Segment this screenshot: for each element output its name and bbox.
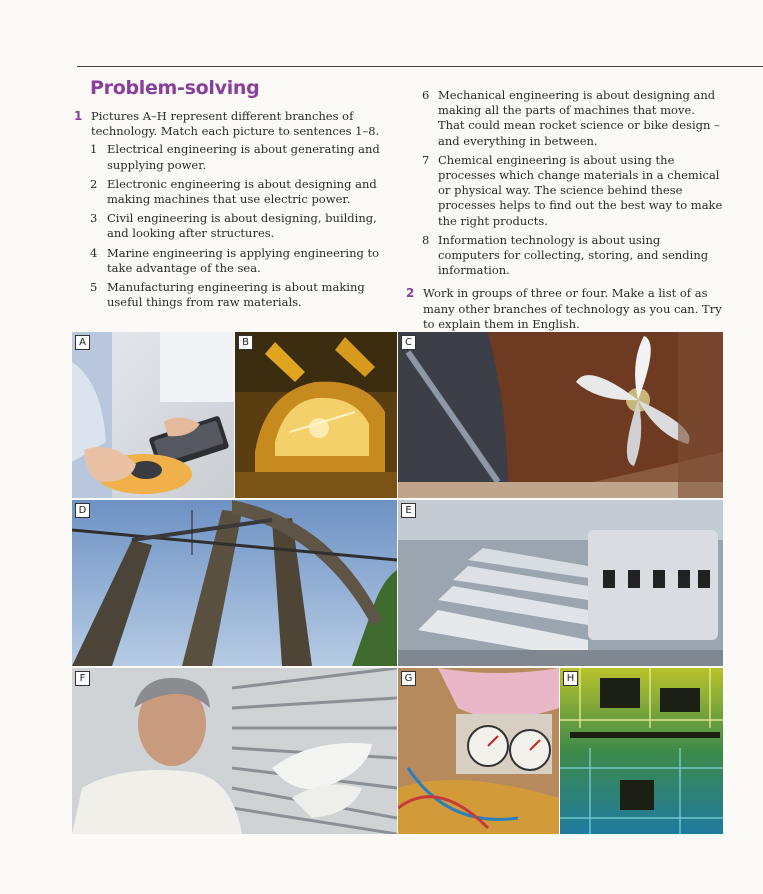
circuit-board-photo-icon bbox=[560, 668, 723, 834]
picture-c bbox=[398, 332, 723, 498]
sentence-text: Electrical engineering is about generating and supplying power. bbox=[107, 142, 380, 172]
engineer-turbine-photo-icon bbox=[72, 668, 397, 834]
sentence-8 bbox=[406, 233, 724, 279]
sentence-4 bbox=[74, 246, 394, 276]
picture-g bbox=[398, 668, 559, 834]
sentence-number: 5 bbox=[90, 280, 98, 295]
sentence-number: 3 bbox=[90, 211, 98, 226]
picture-label: H bbox=[563, 671, 578, 686]
sentence-number: 7 bbox=[422, 152, 430, 167]
computer-mouse-photo-icon bbox=[72, 332, 234, 498]
sentence-text: Mechanical engineering is about designing and making all the parts of machines that move. That could mean rocket science or bike design – and everything in between. bbox=[438, 88, 720, 148]
picture-label: E bbox=[401, 503, 416, 518]
page-title: Problem-solving bbox=[90, 77, 260, 99]
sentence-number: 2 bbox=[90, 176, 98, 191]
picture-f bbox=[72, 668, 397, 834]
task-1-number: 1 bbox=[74, 109, 83, 123]
task-1 bbox=[74, 109, 394, 139]
sentence-number: 6 bbox=[422, 88, 430, 102]
turbine-hall-photo-icon bbox=[398, 500, 723, 666]
sentence-5 bbox=[74, 280, 394, 310]
picture-e bbox=[398, 500, 723, 666]
sentence-text: Information technology is about using computers for collecting, storing, and sending information. bbox=[438, 232, 709, 278]
lab-gauges-photo-icon bbox=[398, 668, 559, 834]
picture-label: D bbox=[75, 503, 90, 518]
picture-a bbox=[72, 332, 234, 498]
picture-h bbox=[560, 668, 723, 834]
picture-label: F bbox=[75, 671, 90, 686]
sentence-text: Chemical engineering is about using the processes which change materials in a chemical or physical way. The science behind these processes helps to find out the best way to make the right products. bbox=[438, 152, 723, 228]
ship-propeller-photo-icon bbox=[398, 332, 723, 498]
sentence-3 bbox=[74, 211, 394, 241]
left-column bbox=[74, 109, 394, 314]
sentence-text: Electronic engineering is about designing and making machines that use electric power. bbox=[107, 176, 377, 207]
picture-label: B bbox=[238, 335, 253, 350]
task-2 bbox=[406, 286, 724, 332]
task-2-number: 2 bbox=[406, 286, 415, 301]
task-2-instruction: Work in groups of three or four. Make a list of as many other branches of technology as you can. Try to explain them in English. bbox=[423, 286, 722, 331]
sentence-text: Manufacturing engineering is about making useful things from raw materials. bbox=[107, 280, 365, 310]
sentence-6 bbox=[406, 88, 724, 149]
sentence-1 bbox=[74, 142, 394, 172]
sentence-number: 1 bbox=[90, 142, 98, 157]
top-rule bbox=[77, 66, 763, 67]
picture-label: G bbox=[401, 671, 416, 686]
car-welding-robots-photo-icon bbox=[235, 332, 397, 498]
sentence-number: 4 bbox=[90, 245, 98, 260]
sentence-text: Marine engineering is applying engineering to take advantage of the sea. bbox=[107, 245, 380, 275]
picture-label: A bbox=[75, 335, 90, 350]
picture-label: C bbox=[401, 335, 416, 350]
sentence-7 bbox=[406, 153, 724, 229]
picture-d bbox=[72, 500, 397, 666]
sentence-number: 8 bbox=[422, 232, 430, 247]
sentence-text: Civil engineering is about designing, building, and looking after structures. bbox=[107, 211, 377, 241]
task-1-instruction: Pictures A–H represent different branches of technology. Match each picture to sentences 1–8. bbox=[91, 109, 380, 139]
crane-construction-photo-icon bbox=[72, 500, 397, 666]
right-column bbox=[406, 88, 724, 335]
picture-b bbox=[235, 332, 397, 498]
sentence-2 bbox=[74, 177, 394, 207]
